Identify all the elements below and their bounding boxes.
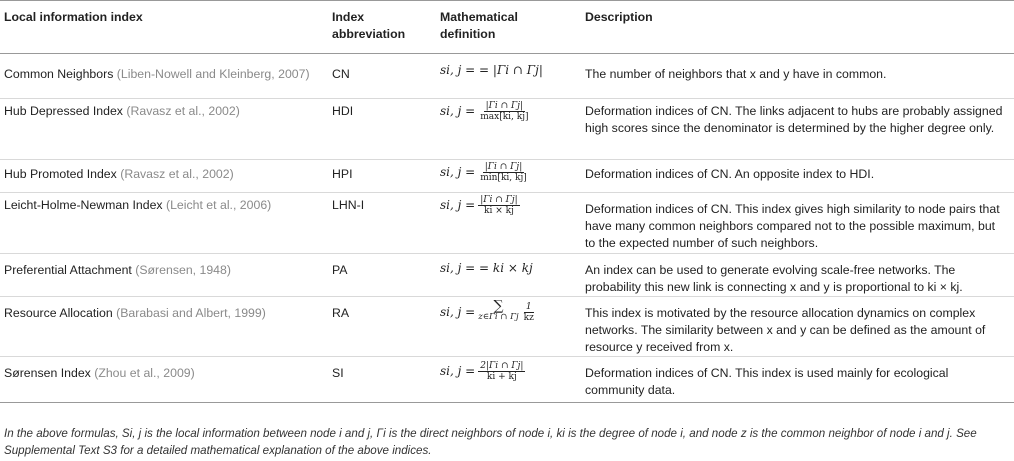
index-name: Resource Allocation [4,306,113,320]
citation-link[interactable]: (Barabasi and Albert, 1999) [116,306,266,320]
index-name-cell [0,193,326,254]
table-row [0,99,1014,160]
description-cell: Deformation indices of CN. This index gives high similarity to node pairs that have many common neighbors compared not to the possible maximum, but to the expected number of such neighbors. [579,193,1014,254]
formula-lhs: si, j = [440,63,476,77]
formula-cell [434,54,579,99]
formula-cell [434,254,579,297]
index-name: Common Neighbors [4,67,114,81]
abbr-cell: PA [326,254,434,297]
index-name-cell [0,357,326,403]
formula-lhs: si, j = [440,165,476,179]
description-cell: Deformation indices of CN. The links adjacent to hubs are probably assigned high scores since the denominator is determined by the higher degree only. [579,99,1014,160]
formula-cell [434,297,579,357]
formula-cell [434,99,579,160]
index-name: Preferential Attachment [4,263,132,277]
index-name-cell [0,254,326,297]
header-description: Description [579,1,1014,54]
index-name-cell [0,54,326,99]
header-index: Local information index [0,1,326,54]
description-cell: The number of neighbors that x and y have in common. [579,54,1014,99]
index-name: Sørensen Index [4,366,91,380]
citation-link[interactable]: (Sørensen, 1948) [135,263,231,277]
abbr-cell: HPI [326,160,434,193]
table-row [0,297,1014,357]
citation-link[interactable]: (Ravasz et al., 2002) [120,167,234,181]
formula-cell [434,160,579,193]
table-row [0,160,1014,193]
formula-fraction: $\frac{|\Gamma i \cap \Gamma j|}{ki \times kj}$ [480,195,518,216]
formula-cell [434,193,579,254]
header-definition: Mathematical definition [434,1,579,54]
formula-lhs: si, j = [440,104,476,118]
abbr-cell: CN [326,54,434,99]
table-footnote: In the above formulas, Si, j is the local information between node i and j, Γi is the direct neighbors of node i, ki is the degree of node i, and node z is the common neighbor of node i and j. See Supplemental Text S3 for a detailed mathematical explanation of the above indices. [4,427,977,457]
index-name-cell [0,297,326,357]
formula-summation: ∑ z∈Γi ∩ Γj [478,298,519,322]
table-row [0,54,1014,99]
abbr-cell: LHN-I [326,193,434,254]
citation-link[interactable]: (Leicht et al., 2006) [165,198,272,212]
formula-cell [434,357,579,403]
formula-lhs: si, j = [440,261,476,275]
table-row [0,193,1014,254]
formula-fraction: $\frac{1}{kz}$ [523,301,534,323]
description-cell: Deformation indices of CN. An opposite index to HDI. [579,160,1014,193]
formula-fraction: $\frac{|\Gamma i \cap \Gamma j|}{\min[ki, kj]}$ [480,162,527,183]
formula-fraction: $\frac{2|\Gamma i \cap \Gamma j|}{ki + kj}$ [480,361,524,382]
citation-link[interactable]: (Zhou et al., 2009) [94,366,195,380]
abbr-cell: HDI [326,99,434,160]
formula-fraction: $\frac{|\Gamma i \cap \Gamma j|}{\max[ki, kj]}$ [480,101,529,122]
description-cell: This index is motivated by the resource allocation dynamics on complex networks. The similarity between x and y can be defined as the amount of resource y received from x. [579,297,1014,357]
abbr-cell: SI [326,357,434,403]
description-cell: Deformation indices of CN. This index is used mainly for ecological community data. [579,357,1014,403]
table-row [0,357,1014,403]
table-row [0,254,1014,297]
description-cell: An index can be used to generate evolving scale-free networks. The probability this new link is connecting x and y is proportional to ki × kj. [579,254,1014,297]
abbr-cell: RA [326,297,434,357]
index-name: Hub Depressed Index [4,104,123,118]
citation-link[interactable]: (Liben-Nowell and Kleinberg, 2007) [116,67,310,81]
index-name: Hub Promoted Index [4,167,117,181]
formula-lhs: si, j = [440,198,476,212]
citation-link[interactable]: (Ravasz et al., 2002) [126,104,240,118]
header-abbreviation: Index abbreviation [326,1,434,54]
formula-lhs: si, j = [440,364,476,378]
formula: = |Γi ∩ Γj| [479,63,543,77]
formula-lhs: si, j = [440,304,476,319]
index-name-cell [0,99,326,160]
header-row [0,1,1014,54]
index-name-cell [0,160,326,193]
formula: = ki × kj [479,261,533,275]
index-name: Leicht-Holme-Newman Index [4,198,163,212]
